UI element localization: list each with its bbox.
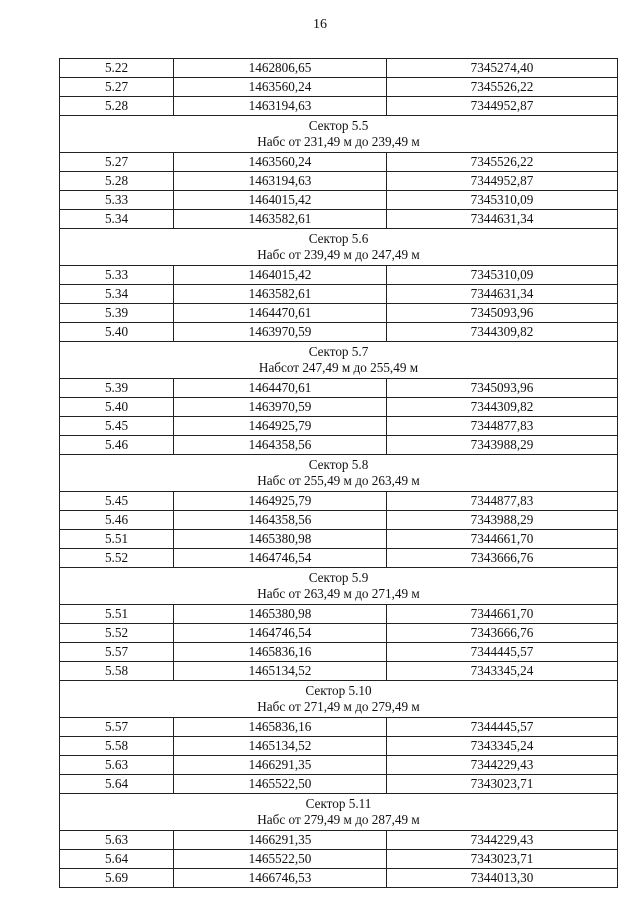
- table-row: [60, 379, 618, 398]
- y-coordinate-cell: 7344877,83: [387, 417, 618, 436]
- x-coordinate-cell: 1462806,65: [174, 59, 387, 78]
- x-coordinate-cell: 1465134,52: [174, 662, 387, 681]
- y-coordinate-cell: 7344309,82: [387, 398, 618, 417]
- point-id-cell: 5.64: [60, 850, 174, 869]
- x-coordinate-cell: 1464358,56: [174, 511, 387, 530]
- x-coordinate-cell: 1464015,42: [174, 266, 387, 285]
- point-id-cell: 5.57: [60, 643, 174, 662]
- table-row: [60, 323, 618, 342]
- y-coordinate-cell: 7343345,24: [387, 737, 618, 756]
- y-coordinate-cell: 7344229,43: [387, 756, 618, 775]
- point-id-cell: 5.52: [60, 624, 174, 643]
- sector-header-row: [60, 116, 618, 153]
- table-row: [60, 869, 618, 888]
- x-coordinate-cell: 1465134,52: [174, 737, 387, 756]
- x-coordinate-cell: 1465836,16: [174, 643, 387, 662]
- table-row: [60, 304, 618, 323]
- sector-header-row: [60, 568, 618, 605]
- y-coordinate-cell: 7343988,29: [387, 436, 618, 455]
- sector-header-cell: [60, 342, 618, 379]
- sector-title: Сектор 5.6: [308, 231, 369, 246]
- x-coordinate-cell: 1463582,61: [174, 285, 387, 304]
- y-coordinate-cell: 7345310,09: [387, 191, 618, 210]
- y-coordinate-cell: 7344661,70: [387, 530, 618, 549]
- x-coordinate-cell: 1463194,63: [174, 97, 387, 116]
- x-coordinate-cell: 1465380,98: [174, 530, 387, 549]
- sector-header-cell: [60, 229, 618, 266]
- sector-elevation-range: Набс от 263,49 м до 271,49 м: [257, 586, 420, 601]
- sector-title: Сектор 5.11: [305, 796, 372, 811]
- table-row: [60, 530, 618, 549]
- point-id-cell: 5.46: [60, 436, 174, 455]
- x-coordinate-cell: 1465836,16: [174, 718, 387, 737]
- table-row: [60, 59, 618, 78]
- x-coordinate-cell: 1464470,61: [174, 304, 387, 323]
- sector-elevation-range: Набс от 239,49 м до 247,49 м: [257, 247, 420, 262]
- point-id-cell: 5.45: [60, 417, 174, 436]
- sector-header-cell: [60, 794, 618, 831]
- table-row: [60, 756, 618, 775]
- sector-header-cell: [60, 568, 618, 605]
- point-id-cell: 5.63: [60, 756, 174, 775]
- point-id-cell: 5.58: [60, 737, 174, 756]
- sector-elevation-range: Набс от 271,49 м до 279,49 м: [257, 699, 420, 714]
- coordinates-table: [59, 58, 618, 888]
- point-id-cell: 5.46: [60, 511, 174, 530]
- sector-header-row: [60, 229, 618, 266]
- sector-header-row: [60, 681, 618, 718]
- x-coordinate-cell: 1466291,35: [174, 756, 387, 775]
- sector-header-cell: [60, 681, 618, 718]
- page-number: 16: [313, 17, 327, 32]
- table-row: [60, 417, 618, 436]
- y-coordinate-cell: 7344445,57: [387, 643, 618, 662]
- x-coordinate-cell: 1464358,56: [174, 436, 387, 455]
- table-row: [60, 78, 618, 97]
- y-coordinate-cell: 7344631,34: [387, 210, 618, 229]
- sector-header-row: [60, 794, 618, 831]
- sector-header-cell: [60, 116, 618, 153]
- point-id-cell: 5.51: [60, 605, 174, 624]
- table-row: [60, 643, 618, 662]
- table-row: [60, 775, 618, 794]
- y-coordinate-cell: 7344877,83: [387, 492, 618, 511]
- sector-elevation-range: Набс от 279,49 м до 287,49 м: [257, 812, 420, 827]
- x-coordinate-cell: 1463560,24: [174, 153, 387, 172]
- point-id-cell: 5.34: [60, 285, 174, 304]
- x-coordinate-cell: 1466746,53: [174, 869, 387, 888]
- x-coordinate-cell: 1463970,59: [174, 323, 387, 342]
- y-coordinate-cell: 7344013,30: [387, 869, 618, 888]
- point-id-cell: 5.33: [60, 191, 174, 210]
- y-coordinate-cell: 7344952,87: [387, 97, 618, 116]
- sector-header-cell: [60, 455, 618, 492]
- x-coordinate-cell: 1465380,98: [174, 605, 387, 624]
- x-coordinate-cell: 1464470,61: [174, 379, 387, 398]
- y-coordinate-cell: 7344661,70: [387, 605, 618, 624]
- point-id-cell: 5.28: [60, 172, 174, 191]
- point-id-cell: 5.22: [60, 59, 174, 78]
- x-coordinate-cell: 1464925,79: [174, 417, 387, 436]
- x-coordinate-cell: 1463582,61: [174, 210, 387, 229]
- x-coordinate-cell: 1464746,54: [174, 549, 387, 568]
- sector-elevation-range: Набсот 247,49 м до 255,49 м: [258, 360, 419, 375]
- table-row: [60, 549, 618, 568]
- sector-elevation-range: Набс от 255,49 м до 263,49 м: [257, 473, 420, 488]
- point-id-cell: 5.27: [60, 153, 174, 172]
- sector-title: Сектор 5.9: [308, 570, 369, 585]
- y-coordinate-cell: 7345526,22: [387, 153, 618, 172]
- point-id-cell: 5.28: [60, 97, 174, 116]
- table-row: [60, 662, 618, 681]
- y-coordinate-cell: 7343666,76: [387, 549, 618, 568]
- x-coordinate-cell: 1464925,79: [174, 492, 387, 511]
- table-row: [60, 398, 618, 417]
- y-coordinate-cell: 7343345,24: [387, 662, 618, 681]
- y-coordinate-cell: 7344952,87: [387, 172, 618, 191]
- coordinates-table-body: [60, 59, 618, 888]
- table-row: [60, 172, 618, 191]
- table-row: [60, 511, 618, 530]
- sector-header-row: [60, 342, 618, 379]
- point-id-cell: 5.64: [60, 775, 174, 794]
- point-id-cell: 5.69: [60, 869, 174, 888]
- point-id-cell: 5.63: [60, 831, 174, 850]
- table-row: [60, 718, 618, 737]
- x-coordinate-cell: 1464015,42: [174, 191, 387, 210]
- sector-elevation-range: Набс от 231,49 м до 239,49 м: [257, 134, 420, 149]
- sector-title: Сектор 5.5: [308, 118, 369, 133]
- point-id-cell: 5.40: [60, 323, 174, 342]
- sector-title: Сектор 5.7: [308, 344, 369, 359]
- y-coordinate-cell: 7344229,43: [387, 831, 618, 850]
- table-row: [60, 831, 618, 850]
- point-id-cell: 5.33: [60, 266, 174, 285]
- sector-title: Сектор 5.10: [305, 683, 372, 698]
- table-row: [60, 153, 618, 172]
- x-coordinate-cell: 1465522,50: [174, 850, 387, 869]
- point-id-cell: 5.27: [60, 78, 174, 97]
- y-coordinate-cell: 7345526,22: [387, 78, 618, 97]
- sector-header-row: [60, 455, 618, 492]
- sector-title: Сектор 5.8: [308, 457, 369, 472]
- table-row: [60, 191, 618, 210]
- x-coordinate-cell: 1463560,24: [174, 78, 387, 97]
- x-coordinate-cell: 1464746,54: [174, 624, 387, 643]
- table-row: [60, 97, 618, 116]
- y-coordinate-cell: 7343666,76: [387, 624, 618, 643]
- point-id-cell: 5.39: [60, 379, 174, 398]
- table-row: [60, 624, 618, 643]
- y-coordinate-cell: 7343988,29: [387, 511, 618, 530]
- table-row: [60, 285, 618, 304]
- table-row: [60, 210, 618, 229]
- point-id-cell: 5.45: [60, 492, 174, 511]
- y-coordinate-cell: 7345093,96: [387, 304, 618, 323]
- point-id-cell: 5.39: [60, 304, 174, 323]
- table-row: [60, 737, 618, 756]
- table-row: [60, 492, 618, 511]
- x-coordinate-cell: 1466291,35: [174, 831, 387, 850]
- point-id-cell: 5.52: [60, 549, 174, 568]
- point-id-cell: 5.58: [60, 662, 174, 681]
- point-id-cell: 5.57: [60, 718, 174, 737]
- y-coordinate-cell: 7344631,34: [387, 285, 618, 304]
- x-coordinate-cell: 1463194,63: [174, 172, 387, 191]
- table-row: [60, 436, 618, 455]
- y-coordinate-cell: 7344309,82: [387, 323, 618, 342]
- y-coordinate-cell: 7345093,96: [387, 379, 618, 398]
- point-id-cell: 5.34: [60, 210, 174, 229]
- y-coordinate-cell: 7345274,40: [387, 59, 618, 78]
- y-coordinate-cell: 7343023,71: [387, 775, 618, 794]
- point-id-cell: 5.51: [60, 530, 174, 549]
- table-row: [60, 266, 618, 285]
- y-coordinate-cell: 7344445,57: [387, 718, 618, 737]
- table-row: [60, 850, 618, 869]
- x-coordinate-cell: 1465522,50: [174, 775, 387, 794]
- y-coordinate-cell: 7343023,71: [387, 850, 618, 869]
- table-row: [60, 605, 618, 624]
- y-coordinate-cell: 7345310,09: [387, 266, 618, 285]
- point-id-cell: 5.40: [60, 398, 174, 417]
- x-coordinate-cell: 1463970,59: [174, 398, 387, 417]
